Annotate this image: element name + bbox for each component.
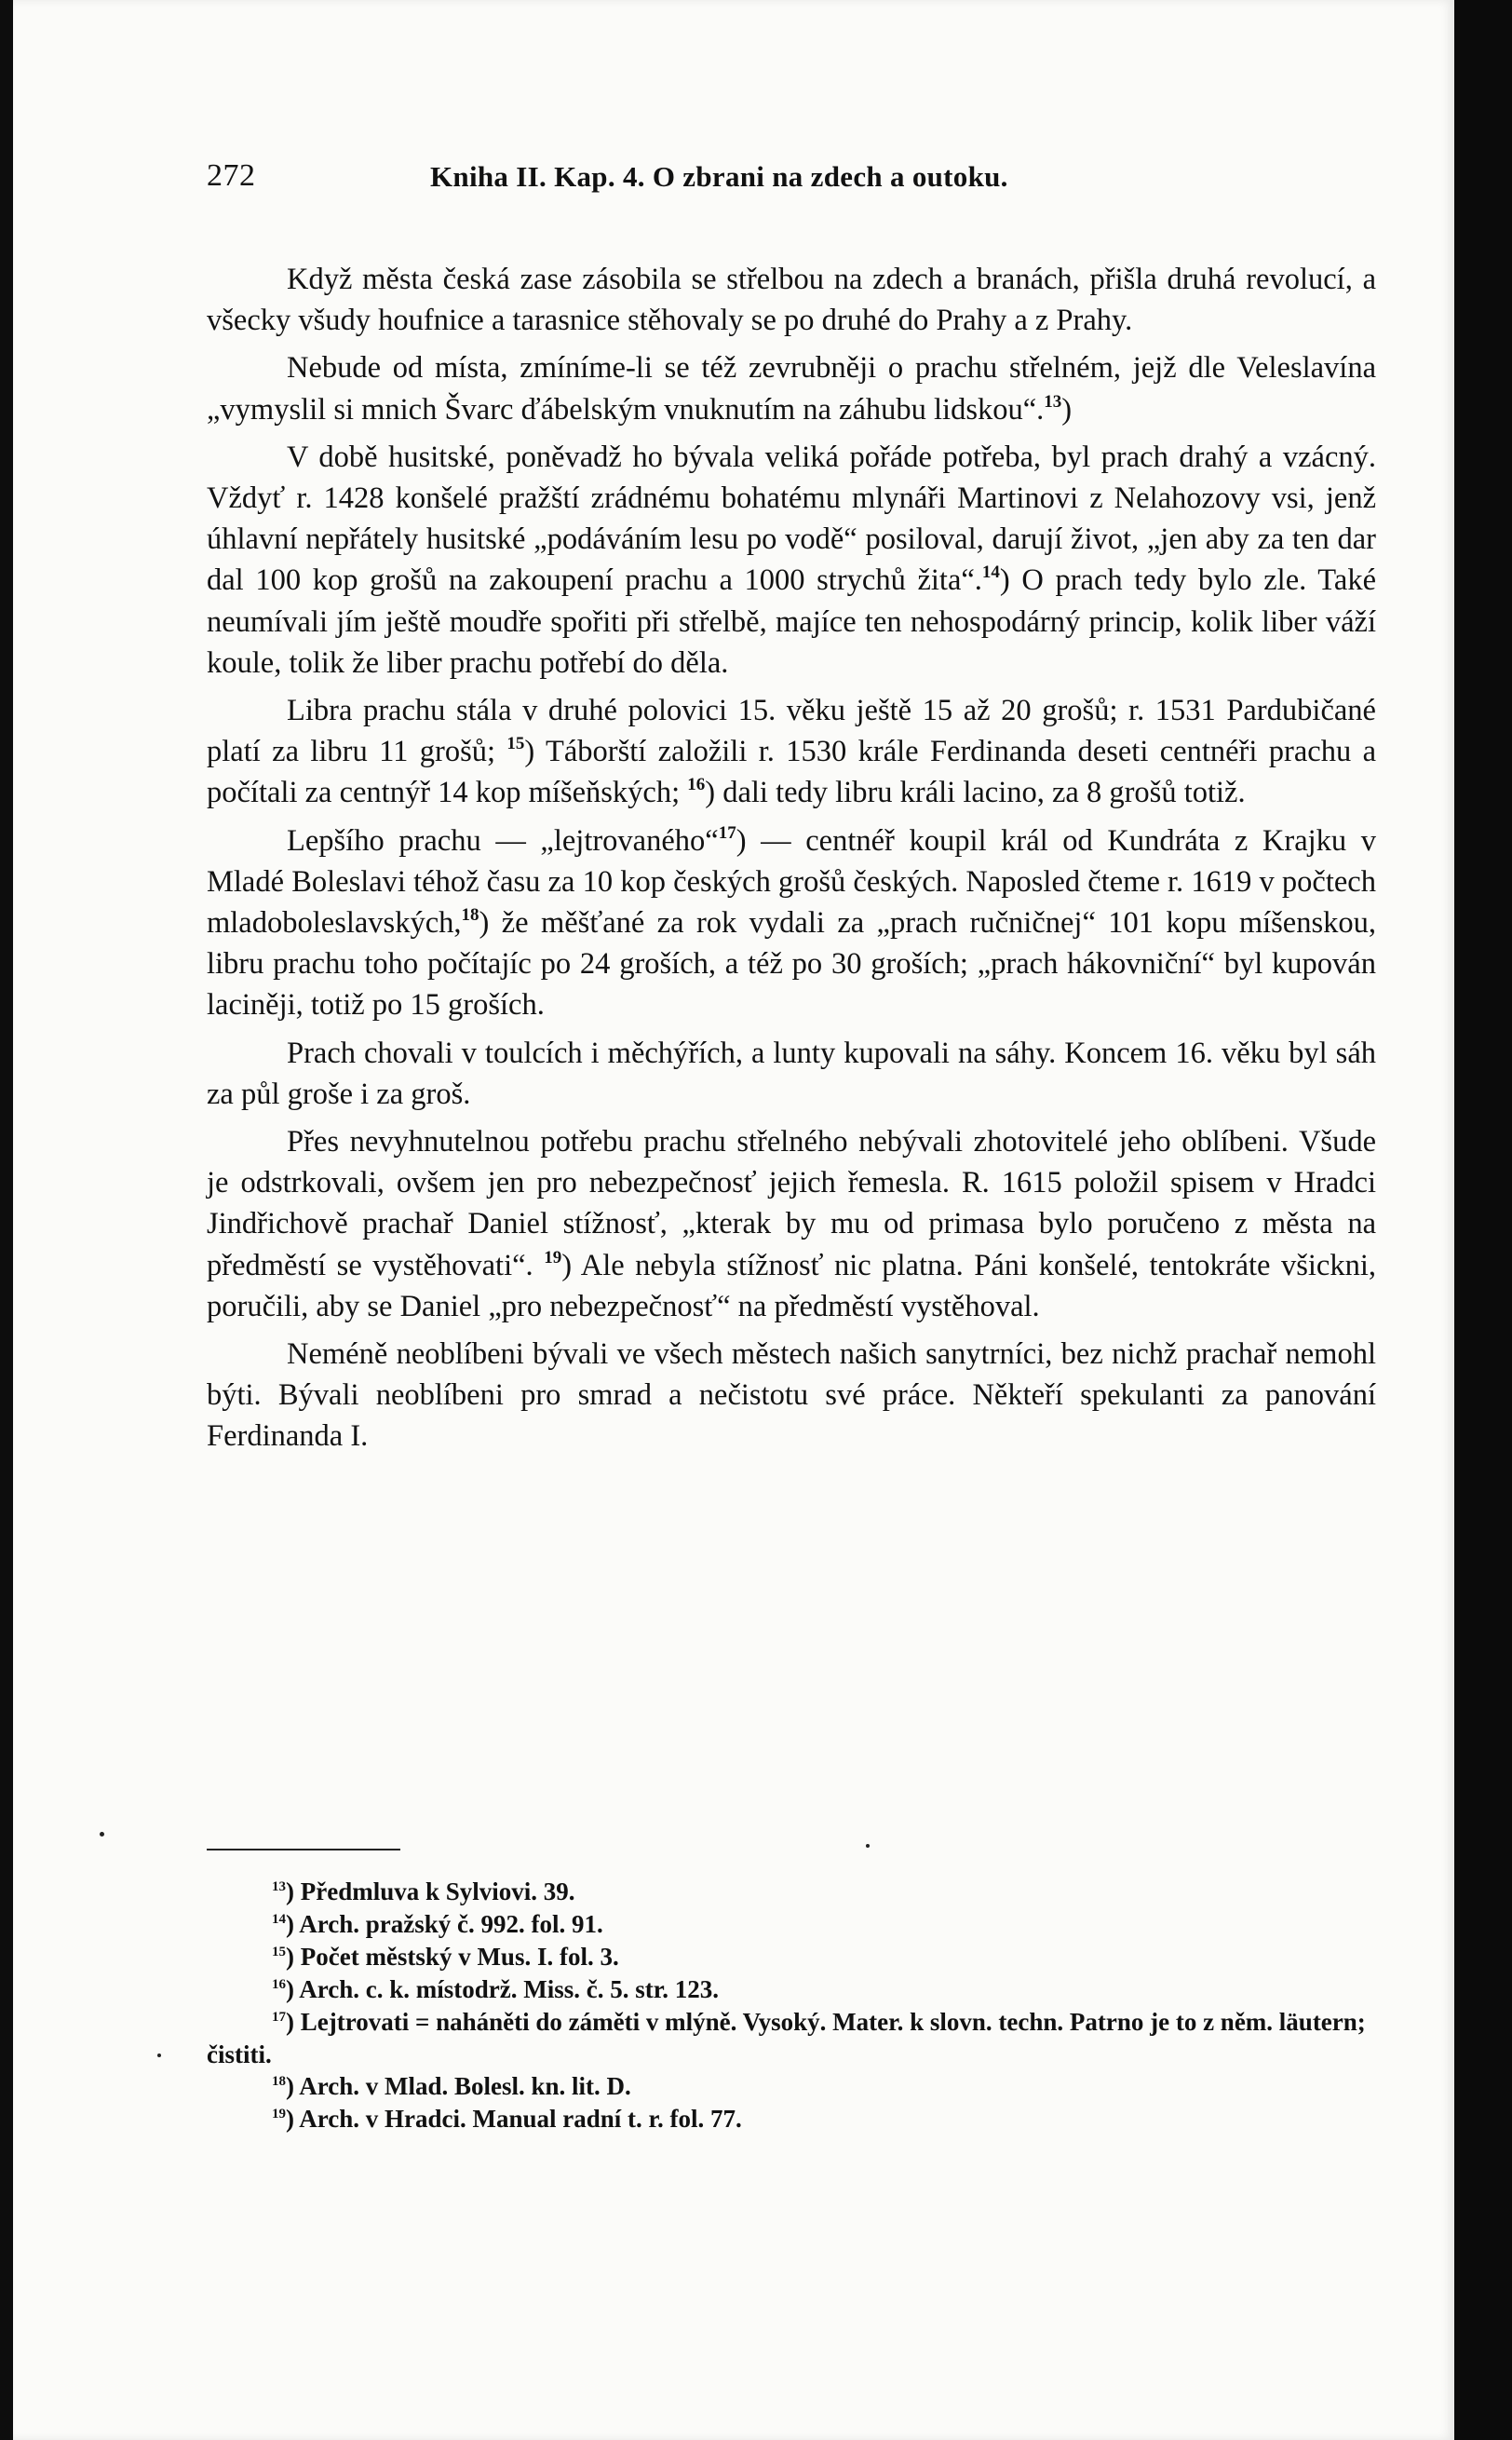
paragraph-text-segment: ) že měšťané za rok vydali za „prach ručničnej“ 101 kopu míšenskou, libru prachu toho počítajíc po 24 groších, a též po 30 groších; „prach hákovniční“ byl kupován laciněji, totiž po 15 groších. <box>207 906 1376 1023</box>
paragraph-text-segment: Nebude od místa, zmíníme-li se též zevrubněji o prachu střelném, jejž dle Veleslavína „vymyslil si mnich Švarc ďábelským vnuknutím na záhubu lidskou“. <box>207 351 1376 427</box>
running-header <box>207 158 1380 203</box>
paragraph-text-segment: Neméně neoblíbeni bývali ve všech městech našich sanytrníci, bez nichž prachař nemohl býti. Bývali neoblíbeni pro smrad a nečistotu své práce. Někteří spekulanti za panování Ferdinanda I. <box>207 1337 1376 1454</box>
footnote-reference: 14 <box>981 563 1000 583</box>
footnote <box>207 2103 1376 2135</box>
footnote-number: 14 <box>272 1911 286 1927</box>
footnote-reference: 18 <box>461 905 479 926</box>
footnote-number: 17 <box>272 2009 286 2025</box>
footnote-text: ) Arch. v Hradci. Manual radní t. r. fol. 77. <box>286 2105 742 2134</box>
footnote-number: 15 <box>272 1944 286 1959</box>
dark-scan-margin <box>1454 0 1512 2440</box>
footnote-text: ) Předmluva k Sylviovi. 39. <box>286 1877 575 1905</box>
footnote-text: ) Arch. pražský č. 992. fol. 91. <box>286 1909 603 1938</box>
footnote-reference: 19 <box>544 1247 562 1267</box>
body-paragraph <box>207 1334 1376 1457</box>
footnote <box>207 1908 1376 1941</box>
chapter-header: Kniha II. Kap. 4. O zbrani na zdech a outoku. <box>430 160 1008 193</box>
paragraph-text-segment: ) Ale nebyla stížnosť nic platna. Páni konšelé, tentokráte všickni, poručili, aby se Daniel „pro nebezpečnosť“ na předměstí vystěhoval. <box>207 1248 1376 1323</box>
main-text <box>207 259 1376 1457</box>
paragraph-text-segment: ) Táborští založili r. 1530 krále Ferdinanda deseti centnéři prachu a počítali za centnýř 14 kop míšeňských; <box>207 735 1376 810</box>
paragraph-text-segment: Libra prachu stála v druhé polovici 15. věku ještě 15 až 20 grošů; r. 1531 Pardubičané platí za libru 11 grošů; <box>207 694 1376 769</box>
footnote-reference: 15 <box>506 734 525 754</box>
body-paragraph <box>207 437 1376 684</box>
paragraph-text-segment: Lepšího prachu — „lejtrovaného“ <box>287 823 719 858</box>
footnotes-section <box>207 1876 1376 2135</box>
paragraph-text-segment: ) O prach tedy bylo zle. Také neumívali jím ještě moudře spořiti při střelbě, majíce ten nehospodárný princip, kolik liber váží koule, tolik že liber prachu potřebí do děla. <box>207 563 1376 680</box>
footnote <box>207 1876 1376 1908</box>
body-paragraph <box>207 1033 1376 1115</box>
body-paragraph <box>207 1121 1376 1327</box>
footnote-divider <box>207 1849 400 1850</box>
footnote <box>207 2006 1376 2071</box>
footnote-text: ) Lejtrovati = naháněti do záměti v mlýně. Vysoký. Mater. k slovn. techn. Patrno je to z něm. läutern; čistiti. <box>207 2007 1366 2068</box>
scan-speck <box>866 1844 870 1848</box>
footnote-number: 16 <box>272 1976 286 1992</box>
footnote-reference: 17 <box>718 822 736 843</box>
scan-speck <box>100 1832 104 1837</box>
footnote-text: ) Počet městský v Mus. I. fol. 3. <box>286 1942 619 1971</box>
footnote <box>207 1941 1376 1973</box>
footnote-reference: 16 <box>687 775 706 795</box>
paragraph-text-segment: Prach chovali v toulcích i měchýřích, a lunty kupovali na sáhy. Koncem 16. věku byl sáh za půl groše i za groš. <box>207 1036 1376 1111</box>
footnote-text: ) Arch. v Mlad. Bolesl. kn. lit. D. <box>286 2072 631 2101</box>
body-paragraph <box>207 347 1376 429</box>
paragraph-text-segment: Když města česká zase zásobila se střelbou na zdech a branách, přišla druhá revolucí, a všecky všudy houfnice a tarasnice stěhovaly se po druhé do Prahy a z Prahy. <box>207 263 1376 338</box>
footnote-text: ) Arch. c. k. místodrž. Miss. č. 5. str. 123. <box>286 1974 719 2003</box>
body-paragraph <box>207 690 1376 814</box>
footnote-number: 19 <box>272 2107 286 2122</box>
paragraph-text-segment: Přes nevyhnutelnou potřebu prachu střelného nebývali zhotovitelé jeho oblíbeni. Všude je odstrkovali, ovšem jen pro nebezpečnosť jejich řemesla. R. 1615 položil spisem v Hradci Jindřichově prachař Daniel stížnosť, „kterak by mu od primasa bylo poručeno z města na předměstí se vystěhovati“. <box>207 1125 1376 1282</box>
page-number: 272 <box>207 158 256 193</box>
scan-speck <box>157 2054 161 2057</box>
paragraph-text-segment: ) dali tedy libru králi lacino, za 8 grošů totiž. <box>705 776 1246 810</box>
paragraph-text-segment: ) <box>1061 392 1073 427</box>
footnote <box>207 2070 1376 2103</box>
paragraph-text-segment: ) — centnéř koupil král od Kundráta z Krajku v Mladé Boleslavi téhož času za 10 kop českých grošů českých. Naposled čteme r. 1619 v počtech mladoboleslavských, <box>207 823 1376 941</box>
footnote <box>207 1973 1376 2006</box>
body-paragraph <box>207 259 1376 341</box>
footnote-number: 18 <box>272 2074 286 2090</box>
footnote-reference: 13 <box>1044 391 1062 412</box>
paragraph-text-segment: V době husitské, poněvadž ho bývala veliká pořáde potřeba, byl prach drahý a vzácný. Vždyť r. 1428 konšelé pražští zrádnému bohatému mlynáři Martinovi z Nelahozovy vsi, jenž úhlavní nepřátely husitské „podáváním lesu po vodě“ posiloval, darují život, „jen aby za ten dar dal 100 kop grošů na zakoupení prachu a 1000 strychů žita“. <box>207 440 1376 598</box>
footnote-number: 13 <box>272 1879 286 1894</box>
body-paragraph <box>207 820 1376 1026</box>
